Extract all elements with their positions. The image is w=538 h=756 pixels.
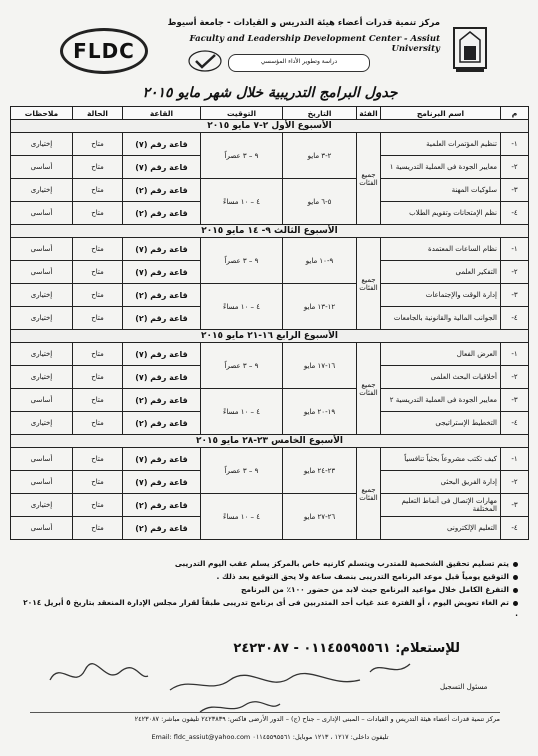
program-name: نظم الإمتحانات وتقويم الطلاب bbox=[381, 202, 501, 225]
status-cell: متاح bbox=[73, 307, 123, 330]
program-name: كيف تكتب مشروعاً بحثياً تنافسياً bbox=[381, 448, 501, 471]
week-header-row bbox=[11, 120, 529, 133]
room-cell: قاعة رقم (٧) bbox=[123, 471, 201, 494]
note-item: يتم تسليم تحقيق الشخصية للمتدرب ويتسلم كارنيه خاص بالمركز يسلم عقب اليوم التدريبى bbox=[20, 558, 518, 569]
row-number: ٤- bbox=[501, 517, 529, 540]
note-cell: أساسى bbox=[11, 517, 73, 540]
slogan-badge: دراسة وتطوير الأداء المؤسسي bbox=[228, 54, 370, 72]
room-cell: قاعة رقم (٢) bbox=[123, 202, 201, 225]
status-cell: متاح bbox=[73, 202, 123, 225]
room-cell: قاعة رقم (٧) bbox=[123, 366, 201, 389]
program-name: التعليم الإلكترونى bbox=[381, 517, 501, 540]
table-header-row bbox=[11, 107, 529, 120]
row-number: ١- bbox=[501, 238, 529, 261]
status-cell: متاح bbox=[73, 389, 123, 412]
date-cell: ٢٦-٢٧ مايو bbox=[283, 494, 357, 540]
date-cell: ٢٣-٢٤ مايو bbox=[283, 448, 357, 494]
note-item: تم الغاء تعويض اليوم ، أو الفترة عند غياب أحد المتدربين فى أى برنامج تدريبى طبقاً لقرار مجلس الإدارة المنعقد بتاريخ ٥ أبريل ٢٠١٤ . bbox=[23, 598, 518, 618]
checkmark-logo-icon bbox=[188, 50, 222, 72]
week-header-row bbox=[11, 435, 529, 448]
row-number: ١- bbox=[501, 133, 529, 156]
status-cell: متاح bbox=[73, 284, 123, 307]
time-cell: ٩ – ٣ عصراً bbox=[201, 448, 283, 494]
week-header-row bbox=[11, 225, 529, 238]
note-cell: إختيارى bbox=[11, 284, 73, 307]
program-name: سلوكيات المهنة bbox=[381, 179, 501, 202]
note-cell: إختيارى bbox=[11, 366, 73, 389]
table-row bbox=[11, 389, 529, 412]
row-number: ٣- bbox=[501, 389, 529, 412]
row-number: ٣- bbox=[501, 179, 529, 202]
note-cell: أساسى bbox=[11, 202, 73, 225]
row-number: ٣- bbox=[501, 494, 529, 517]
col-header: التاريخ bbox=[283, 107, 357, 120]
room-cell: قاعة رقم (٢) bbox=[123, 307, 201, 330]
status-cell: متاح bbox=[73, 179, 123, 202]
row-number: ٢- bbox=[501, 366, 529, 389]
note-cell: أساسى bbox=[11, 238, 73, 261]
row-number: ٢- bbox=[501, 261, 529, 284]
program-name: معايير الجودة فى العملية التدريسية ١ bbox=[381, 156, 501, 179]
note-cell: إختيارى bbox=[11, 179, 73, 202]
status-cell: متاح bbox=[73, 412, 123, 435]
week-label: الأسبوع الخامس ٢٣-٢٨ مايو ٢٠١٥ bbox=[11, 435, 529, 448]
program-name: التفكير العلمى bbox=[381, 261, 501, 284]
registration-label: مسئول التسجيل bbox=[440, 683, 488, 691]
room-cell: قاعة رقم (٢) bbox=[123, 284, 201, 307]
program-name: معايير الجودة فى العملية التدريسية ٢ bbox=[381, 389, 501, 412]
category-cell: جميع الفئات bbox=[357, 448, 381, 540]
note-cell: إختيارى bbox=[11, 133, 73, 156]
row-number: ٢- bbox=[501, 471, 529, 494]
program-name: إدارة الوقت والإجتماعات bbox=[381, 284, 501, 307]
table-row bbox=[11, 448, 529, 471]
schedule-table bbox=[10, 106, 529, 540]
date-cell: ١٦-١٧ مايو bbox=[283, 343, 357, 389]
row-number: ٤- bbox=[501, 202, 529, 225]
note-cell: إختيارى bbox=[11, 307, 73, 330]
col-header: اسم البرنامج bbox=[381, 107, 501, 120]
week-label: الأسبوع الأول ٢-٧ مايو ٢٠١٥ bbox=[11, 120, 529, 133]
status-cell: متاح bbox=[73, 238, 123, 261]
fldc-logo: FLDC bbox=[60, 28, 148, 74]
program-name: العرض الفعال bbox=[381, 343, 501, 366]
row-number: ١- bbox=[501, 343, 529, 366]
room-cell: قاعة رقم (٧) bbox=[123, 133, 201, 156]
room-cell: قاعة رقم (٢) bbox=[123, 389, 201, 412]
table-row bbox=[11, 179, 529, 202]
date-cell: ١٩-٢٠ مايو bbox=[283, 389, 357, 435]
status-cell: متاح bbox=[73, 156, 123, 179]
row-number: ٤- bbox=[501, 307, 529, 330]
program-name: التخطيط الإستراتيجى bbox=[381, 412, 501, 435]
university-emblem-icon bbox=[450, 22, 490, 74]
status-cell: متاح bbox=[73, 517, 123, 540]
date-cell: ٩-١٠ مايو bbox=[283, 238, 357, 284]
program-name: نظام الساعات المعتمدة bbox=[381, 238, 501, 261]
room-cell: قاعة رقم (٢) bbox=[123, 179, 201, 202]
time-cell: ٤ – ١٠ مساءً bbox=[201, 284, 283, 330]
inquiry-phone: للإستعلام: ٠١١٤٥٥٩٥٥٦١ - ٢٤٢٣٠٨٧ bbox=[233, 641, 460, 656]
row-number: ٤- bbox=[501, 412, 529, 435]
status-cell: متاح bbox=[73, 133, 123, 156]
row-number: ٢- bbox=[501, 156, 529, 179]
table-row bbox=[11, 133, 529, 156]
week-label: الأسبوع الثالث ٩- ١٤ مايو ٢٠١٥ bbox=[11, 225, 529, 238]
program-name: الجوانب المالية والقانونية بالجامعات bbox=[381, 307, 501, 330]
category-cell: جميع الفئات bbox=[357, 343, 381, 435]
category-cell: جميع الفئات bbox=[357, 133, 381, 225]
status-cell: متاح bbox=[73, 494, 123, 517]
date-cell: ١٢-١٣ مايو bbox=[283, 284, 357, 330]
room-cell: قاعة رقم (٢) bbox=[123, 412, 201, 435]
status-cell: متاح bbox=[73, 261, 123, 284]
date-cell: ٢-٣ مايو bbox=[283, 133, 357, 179]
program-name: إدارة الفريق البحثى bbox=[381, 471, 501, 494]
row-number: ١- bbox=[501, 448, 529, 471]
col-header: التوقيت bbox=[201, 107, 283, 120]
time-cell: ٤ – ١٠ مساءً bbox=[201, 494, 283, 540]
week-header-row bbox=[11, 330, 529, 343]
note-cell: أساسى bbox=[11, 389, 73, 412]
col-header: م bbox=[501, 107, 529, 120]
note-item: التفرغ الكامل خلال مواعيد البرنامج حيث لابد من حضور ١٠٠٪ من البرنامج bbox=[20, 584, 518, 595]
col-header: القاعة bbox=[123, 107, 201, 120]
footer-contact: Email: fldc_assiut@yahoo.com تليفون داخلى: ١٢١٧ ، ١٢١٣ موبايل: ٠١١٤٥٥٩٥٥٦١ bbox=[151, 733, 389, 741]
note-cell: أساسى bbox=[11, 261, 73, 284]
room-cell: قاعة رقم (٢) bbox=[123, 494, 201, 517]
room-cell: قاعة رقم (٧) bbox=[123, 343, 201, 366]
note-cell: أساسى bbox=[11, 471, 73, 494]
room-cell: قاعة رقم (٧) bbox=[123, 448, 201, 471]
room-cell: قاعة رقم (٧) bbox=[123, 156, 201, 179]
handwritten-signature bbox=[30, 650, 430, 720]
time-cell: ٩ – ٣ عصراً bbox=[201, 238, 283, 284]
col-header: ملاحظات bbox=[11, 107, 73, 120]
note-cell: إختيارى bbox=[11, 494, 73, 517]
program-name: أخلاقيات البحث العلمى bbox=[381, 366, 501, 389]
note-cell: إختيارى bbox=[11, 343, 73, 366]
note-cell: أساسى bbox=[11, 156, 73, 179]
program-name: مهارات الإتصال فى أنماط التعليم المختلفة bbox=[381, 494, 501, 517]
table-row bbox=[11, 343, 529, 366]
row-number: ٣- bbox=[501, 284, 529, 307]
footer-address: مركز تنمية قدرات أعضاء هيئة التدريس و القيادات – المبنى الإدارى – جناح (ج) – الدور الأرضى فاكس: ٢٤٢٣٨٣٩ تليفون مباشر: ٢٤٢٣٠٨٧ bbox=[30, 712, 500, 723]
time-cell: ٩ – ٣ عصراً bbox=[201, 133, 283, 179]
week-label: الأسبوع الرابع ١٦-٢١ مايو ٢٠١٥ bbox=[11, 330, 529, 343]
col-header: الحالة bbox=[73, 107, 123, 120]
category-cell: جميع الفئات bbox=[357, 238, 381, 330]
status-cell: متاح bbox=[73, 366, 123, 389]
center-name-arabic: مركز تنمية قدرات أعضاء هيئة التدريس و القيادات - جامعة أسيوط bbox=[167, 18, 440, 28]
note-cell: أساسى bbox=[11, 448, 73, 471]
note-cell: إختيارى bbox=[11, 412, 73, 435]
room-cell: قاعة رقم (٧) bbox=[123, 261, 201, 284]
time-cell: ٩ – ٣ عصراً bbox=[201, 343, 283, 389]
notes-list bbox=[20, 556, 518, 621]
table-row bbox=[11, 238, 529, 261]
status-cell: متاح bbox=[73, 343, 123, 366]
program-name: تنظيم المؤتمرات العلمية bbox=[381, 133, 501, 156]
room-cell: قاعة رقم (٢) bbox=[123, 517, 201, 540]
status-cell: متاح bbox=[73, 471, 123, 494]
table-row bbox=[11, 284, 529, 307]
status-cell: متاح bbox=[73, 448, 123, 471]
time-cell: ٤ – ١٠ مساءً bbox=[201, 179, 283, 225]
room-cell: قاعة رقم (٧) bbox=[123, 238, 201, 261]
date-cell: ٥-٦ مايو bbox=[283, 179, 357, 225]
center-name-english: Faculty and Leadership Development Center - Assiut University bbox=[189, 34, 440, 54]
page-title: جدول البرامج التدريبية خلال شهر مايو ٢٠١٥ bbox=[142, 85, 398, 101]
time-cell: ٤ – ١٠ مساءً bbox=[201, 389, 283, 435]
col-header: الفئة bbox=[357, 107, 381, 120]
note-item: التوقيع يومياً قبل موعد البرنامج التدريبى بنصف ساعة ولا يحق التوقيع بعد ذلك . bbox=[20, 571, 518, 582]
table-row bbox=[11, 494, 529, 517]
